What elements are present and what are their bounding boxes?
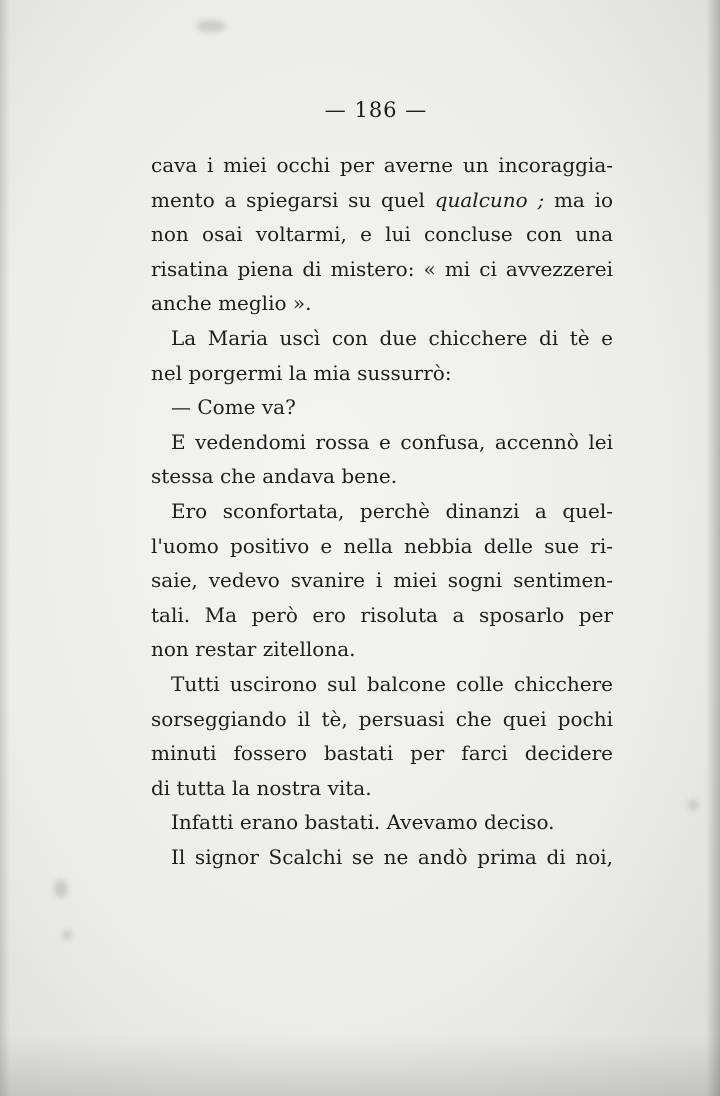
text-line: saie, vedevo svanire i miei sogni sentimen- bbox=[151, 568, 613, 593]
ink-smudge bbox=[196, 20, 226, 32]
ink-smudge bbox=[54, 880, 68, 898]
page-edge-right bbox=[706, 0, 720, 1096]
italic-text: qualcuno ; bbox=[434, 187, 545, 212]
text-line: Tutti uscirono sul balcone colle chicchere bbox=[171, 671, 613, 696]
text-line: Il signor Scalchi se ne andò prima di noi, bbox=[171, 844, 613, 869]
text-line: di tutta la nostra vita. bbox=[151, 775, 372, 800]
text-line: anche meglio ». bbox=[151, 291, 312, 316]
page-number: — 186 — bbox=[324, 98, 428, 122]
text-line: risatina piena di mistero: « mi ci avvezzerei bbox=[151, 256, 613, 281]
body-text bbox=[151, 148, 613, 874]
text-line: — Come va? bbox=[171, 395, 296, 420]
text-line: stessa che andava bene. bbox=[151, 464, 398, 489]
text-line: tali. Ma però ero risoluta a sposarlo per bbox=[151, 602, 613, 627]
ink-smudge bbox=[62, 930, 72, 940]
page-bottom-shadow bbox=[0, 1036, 720, 1096]
text-line: non osai voltarmi, e lui concluse con una bbox=[151, 222, 613, 247]
page-edge-left bbox=[0, 0, 10, 1096]
text-line: non restar zitellona. bbox=[151, 637, 356, 662]
text-line bbox=[151, 183, 613, 218]
text-line: minuti fossero bastati per farci decidere bbox=[151, 741, 613, 766]
text-line: La Maria uscì con due chicchere di tè e bbox=[171, 325, 613, 350]
text-segment: mento a spiegarsi su quel bbox=[151, 187, 435, 212]
text-line: E vedendomi rossa e confusa, accennò lei bbox=[171, 429, 613, 454]
text-line: nel porgermi la mia sussurrò: bbox=[151, 360, 452, 385]
text-segment: ma io bbox=[544, 187, 614, 212]
text-line: l'uomo positivo e nella nebbia delle sue ri- bbox=[151, 533, 613, 558]
text-line: sorseggiando il tè, persuasi che quei pochi bbox=[151, 706, 613, 731]
ink-smudge bbox=[688, 800, 698, 810]
text-line: Infatti erano bastati. Avevamo deciso. bbox=[171, 810, 555, 835]
text-line: Ero sconfortata, perchè dinanzi a quel- bbox=[171, 498, 613, 523]
text-line: cava i miei occhi per averne un incoraggia- bbox=[151, 153, 613, 177]
